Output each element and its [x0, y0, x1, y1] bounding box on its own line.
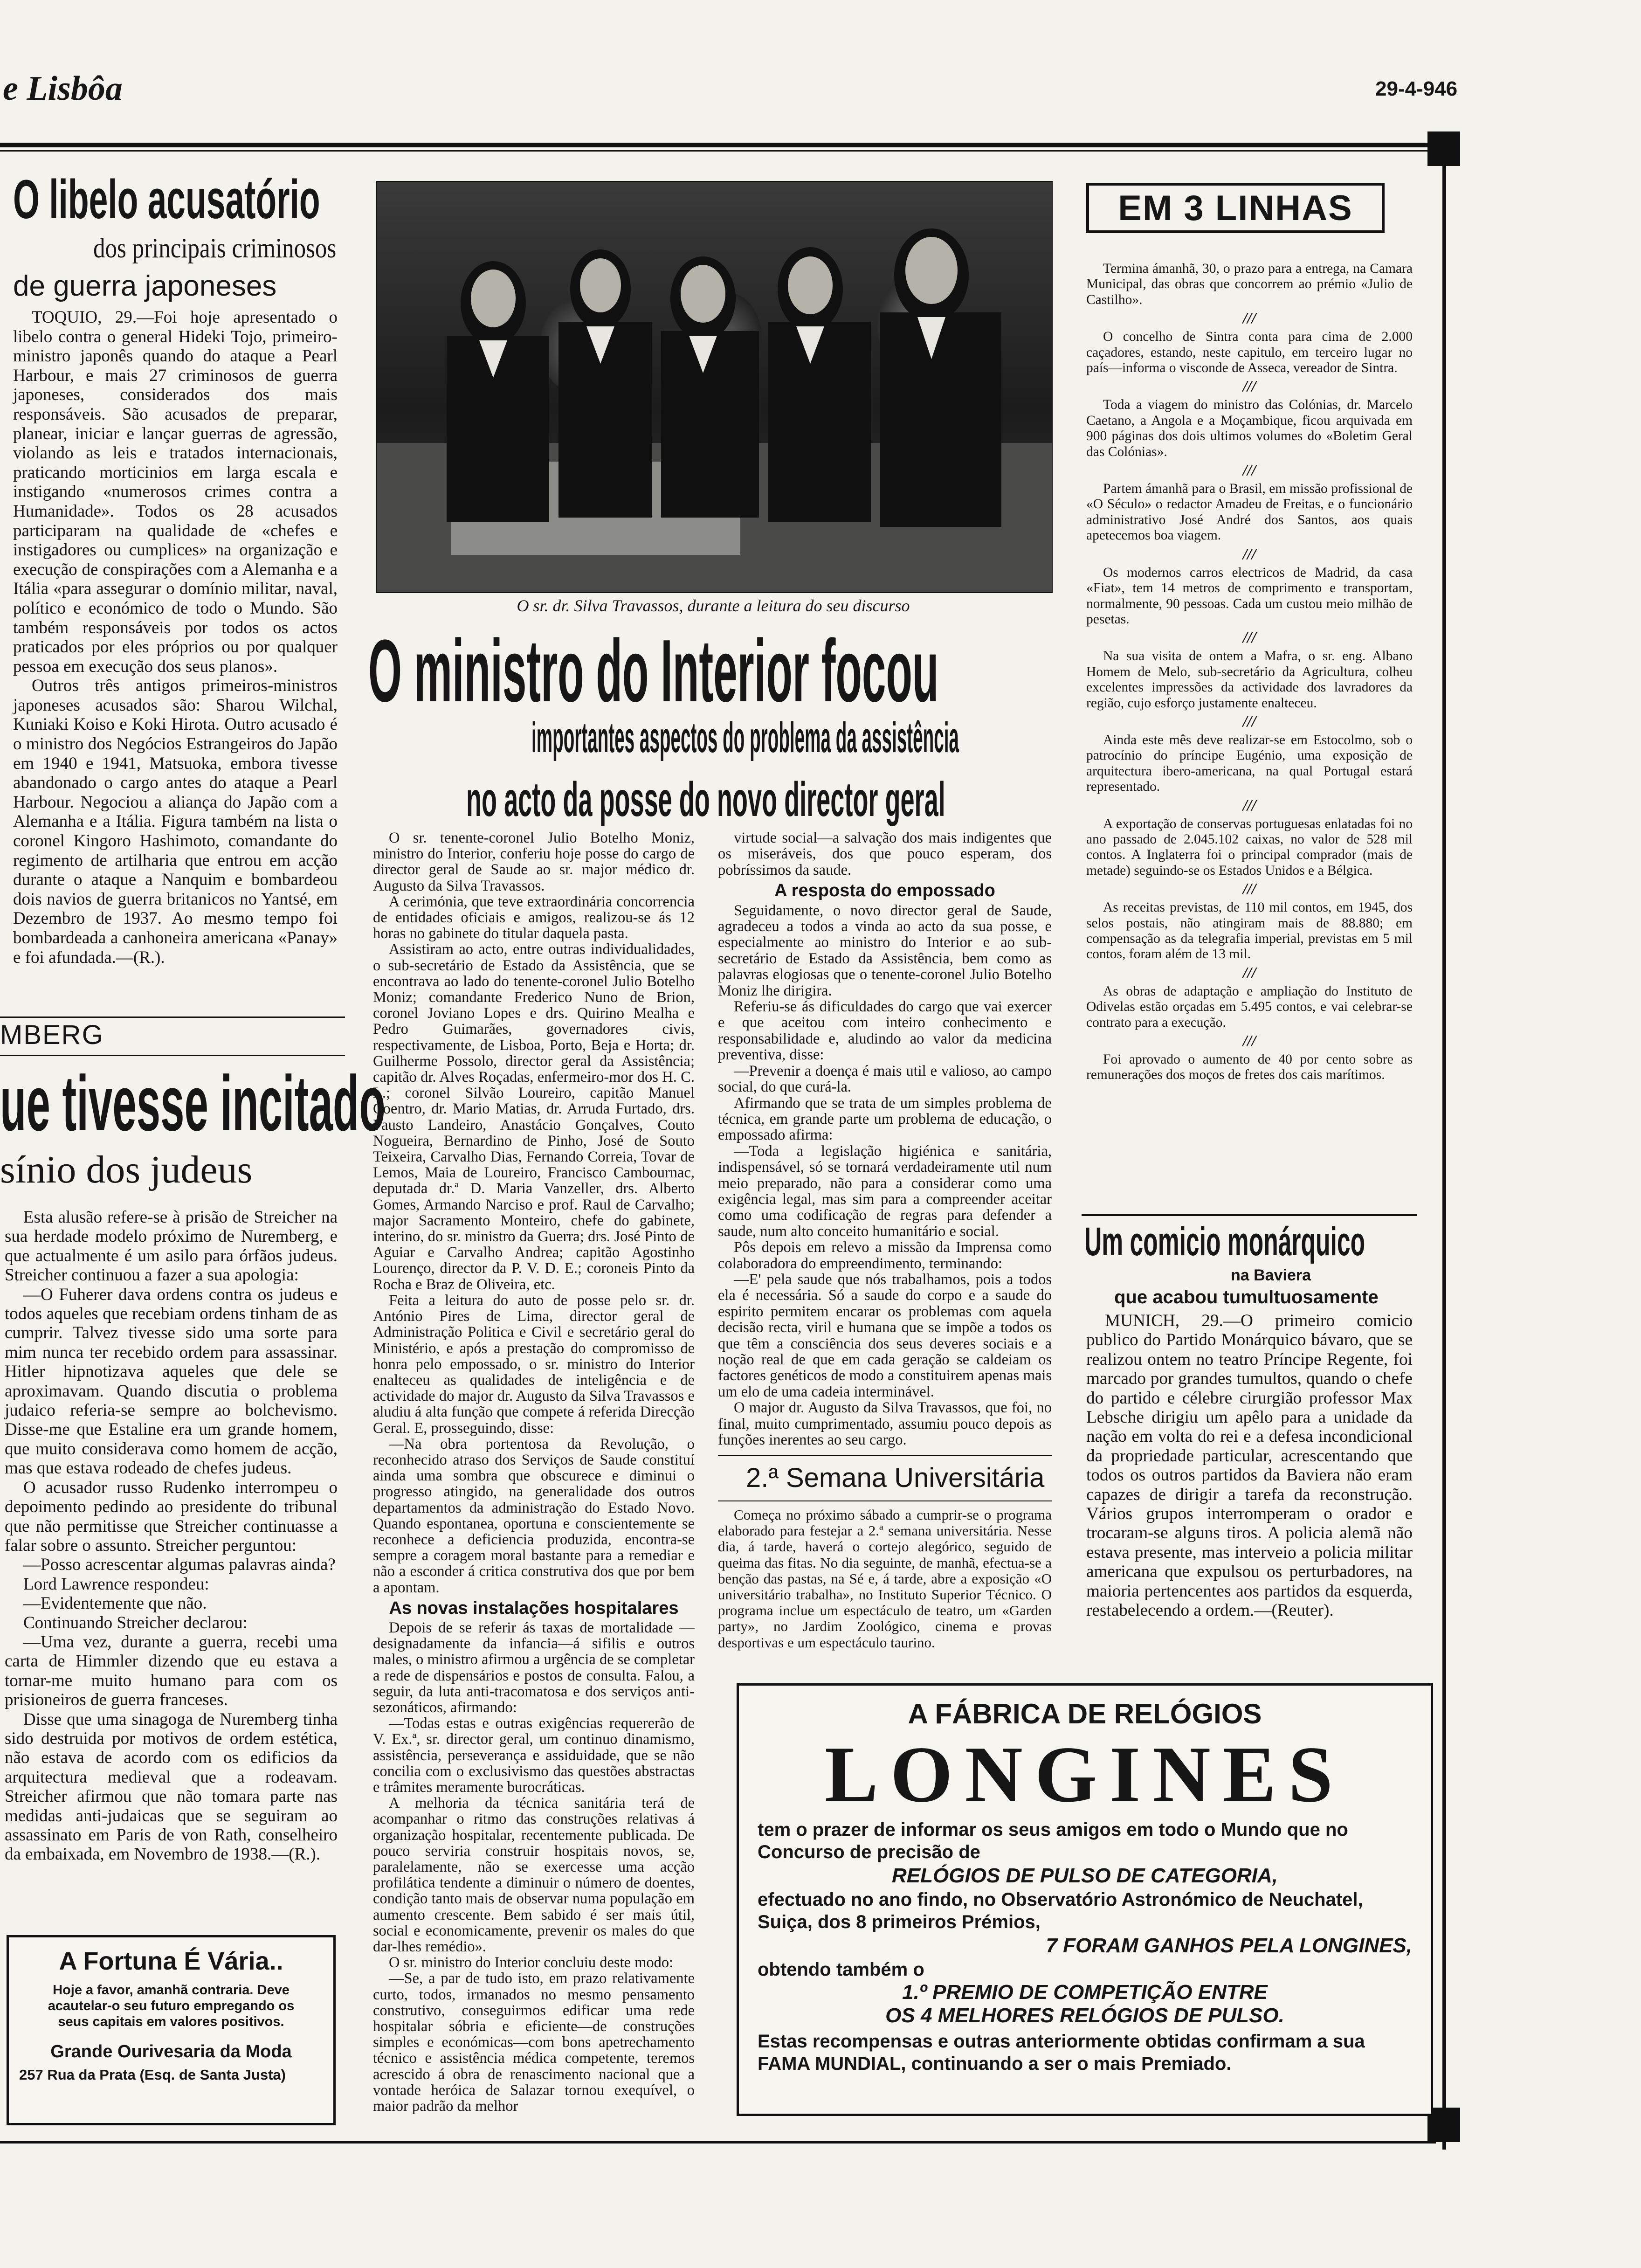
fortuna-ad-text: Hoje a favor, amanhã contraria. Deve acautelar-o seu futuro empregando os seus capitais em valores positivos.: [48, 1983, 295, 2029]
longines-line-1: tem o prazer de informar os seus amigos em todo o Mundo que no Concurso de precisão de: [758, 1819, 1348, 1862]
nuremberg-paragraph: O acusador russo Rudenko interrompeu o depoimento pedindo ao presidente do tribunal que não permitisse que Streicher continuasse a falar sobre o assunto. Streicher perguntou:: [5, 1478, 338, 1555]
semana-title: 2.ª Semana Universitária: [746, 1463, 1045, 1493]
longines-line-6b: OS 4 MELHORES RELÓGIOS DE PULSO.: [885, 2004, 1284, 2027]
brief-item: A exportação de conservas portuguesas enlatadas foi no ano passado de 2.045.102 caixas, no valor de 528 mil contos. A Inglaterra foi o principal comprador (mais de metade) seguindo-se os Estados Unidos e a Bélgica.: [1086, 816, 1413, 878]
main-paragraph: —Se, a par de tudo isto, em prazo relativamente curto, todos, irmanados no mesmo pensamento construtivo, conseguirmos edificar uma rede hospitalar sóbria e eficiente—de construções simples e económicas—com bons apetrechamento técnico e assistência médica competente, teremos acrescido á obra de renascimento nacional que a vontade heróica de Salazar tornou exequível, o maior padrão da melhor: [373, 1970, 695, 2115]
fortuna-ad: [7, 1935, 336, 2125]
main-story-col2: [718, 830, 1052, 1448]
nuremberg-paragraph: —Evidentemente que não.: [23, 1594, 207, 1613]
nuremberg-paragraph: Continuando Streicher declarou:: [23, 1613, 248, 1632]
nuremberg-paragraph: Esta alusão refere-se à prisão de Streicher na sua herdade modelo próximo de Nuremberg, e que actualmente é um asilo para órfãos judeus. Streicher continuou a fazer a sua apologia:: [5, 1208, 338, 1285]
semana-text: Começa no próximo sábado a cumprir-se o programa elaborado para festejar a 2.ª semana universitária. Nesse dia, á tarde, haverá o cortejo alegórico, seguido de queima das fitas. No dia seguinte, de manhã, efectua-se a benção das pastas, na Sé e, á tarde, abre a exposição «O universitário trabalha», no Instituto Superior Técnico. O programa inclue um espectáculo de teatro, um «Garden party», no Jardim Zoológico, cinema e provas desportivas e um espectáculo taurino.: [718, 1507, 1052, 1651]
longines-line-3: efectuado no ano findo, no Observatório Astronómico de Neuchatel, Suiça, dos 8 primeiros Prémios,: [758, 1889, 1363, 1932]
main-subhead-1: importantes aspectos do problema da assistência: [531, 714, 959, 761]
brief-item: Na sua visita de ontem a Mafra, o sr. eng. Albano Homem de Melo, sub-secretário da Agricultura, colheu excelentes impressões da actividade dos lavradores da região, cujo esforço justamente enalteceu.: [1086, 649, 1413, 711]
longines-line-6a: 1.º PREMIO DE COMPETIÇÃO ENTRE: [902, 1981, 1268, 2004]
photo-caption: O sr. dr. Silva Travassos, durante a leitura do seu discurso: [517, 596, 910, 615]
brief-item: Ainda este mês deve realizar-se em Estocolmo, sob o patrocínio do príncipe Eugénio, uma exposição de arquitectura ibero-americana, na qual Portugal estará representado.: [1086, 732, 1413, 795]
news-photo: [376, 181, 1053, 593]
page-date: 29-4-946: [1375, 77, 1458, 100]
nuremberg-body: [5, 1208, 338, 1864]
main-paragraph: Afirmando que se trata de um simples problema de técnica, em grande parte um problema de educação, o empossado afirma:: [718, 1094, 1052, 1144]
brief-item: Toda a viagem do ministro das Colónias, dr. Marcelo Caetano, a Angola e a Moçambique, ficou arquivada em 900 páginas dos dois ultimos volumes do «Boletim Geral das Colónias».: [1086, 397, 1413, 459]
header-rule-thin: [0, 150, 1436, 152]
comicio-rule: [1082, 1214, 1417, 1216]
main-story-col1: [373, 830, 695, 2114]
brief-item: Partem ámanhã para o Brasil, em missão profissional de «O Século» o redactor Amadeu de Freitas, e o funcionário administrativo José André dos Santos, aos quais apetecemos boa viagem.: [1086, 481, 1413, 543]
brief-separator: ///: [1242, 378, 1256, 395]
comicio-subtitle-2: que acabou tumultuosamente: [1114, 1287, 1379, 1307]
nuremberg-kicker: MBERG: [0, 1020, 104, 1050]
nuremberg-paragraph: Lord Lawrence respondeu:: [23, 1574, 209, 1594]
main-paragraph: Feita a leitura do auto de posse pelo sr. dr. António Pires de Lima, director geral de Administração Politica e Civil e secretário geral do Ministério, e após a prestação do compromisso de honra pelo empossado, o sr. ministro do Interior enalteceu as qualidades de inteligência e de actividade do major dr. Augusto da Silva Travassos e aludiu á alta função que compete á referida Direcção Geral. E, prosseguindo, disse:: [373, 1292, 695, 1437]
brief-separator: ///: [1242, 880, 1256, 898]
main-paragraph: O sr. tenente-coronel Julio Botelho Moniz, ministro do Interior, conferiu hoje posse do cargo de director geral de Saude ao sr. major médico dr. Augusto da Silva Travassos.: [373, 830, 695, 894]
libelo-body: [13, 308, 338, 967]
main-paragraph: Pôs depois em relevo a missão da Imprensa como colaboradora do empreendimento, terminando:: [718, 1239, 1052, 1272]
libelo-paragraph: TOQUIO, 29.—Foi hoje apresentado o libelo contra o general Hideki Tojo, primeiro-ministro japonês quando do ataque a Pearl Harbour, e mais 27 criminosos de guerra japoneses, considerados dos mais responsáveis. São acusados de preparar, planear, iniciar e lançar guerras de agressão, violando as leis e tratados internacionais, praticando morticinios em larga escala e instigando «numerosos crimes contra a Humanidade». Todos os 28 acusados participaram na qualidade de «chefes e instigadores ou cumplices» na organização e execução de conspirações com a Alemanha e a Itália «para assegurar o domínio militar, naval, político e económico de todo o Mundo. São também responsáveis por todos os actos praticados por eles próprios ou por qualquer pessoa em execução dos seus planos».: [13, 308, 338, 676]
comicio-body: [1086, 1311, 1413, 1620]
brief-item: As obras de adaptação e ampliação do Instituto de Odivelas estão orçadas em 5.495 contos, e vai celebrar-se contrato para a execução.: [1086, 983, 1413, 1030]
kicker-rule: [0, 1055, 345, 1056]
brief-separator: ///: [1242, 796, 1256, 814]
main-paragraph: A cerimónia, que teve extraordinária concorrencia de entidades oficiais e amigos, realizou-se ás 12 horas no gabinete do titular daquela pasta.: [373, 893, 695, 942]
nuremberg-paragraph: —Uma vez, durante a guerra, recebi uma carta de Himmler dizendo que eu estava a tornar-me muito humano para com os prisioneiros de guerra franceses.: [5, 1632, 338, 1710]
main-paragraph: A melhoria da técnica sanitária terá de acompanhar o ritmo das construções relativas á organização hospitalar, recentemente publicada. De pouco serviria construir hospitais novos, se, paralelamente, não se exercesse uma acção profilática tendente a diminuir o número de doentes, condição tanto mais de observar numa população em aumento crescente. Bem sabido é ser mais útil, social e economicamente, prevenir os males do que dar-lhes remédio».: [373, 1795, 695, 1956]
nuremberg-paragraph: Disse que uma sinagoga de Nuremberg tinha sido destruida por motivos de ordem estética, não estava de acordo com os edificios da arquitectura medieval que a rodeavam. Streicher afirmou que não tomara parte nas medidas anti-judaicas que se seguiram ao assassinato em Paris de von Rath, conselheiro da embaixada, em Novembro de 1938.—(R.).: [5, 1709, 338, 1864]
libelo-subtitle-1: dos principais criminosos: [93, 233, 337, 263]
header-rule: [0, 143, 1436, 147]
main-paragraph: O major dr. Augusto da Silva Travassos, que foi, no final, muito cumprimentado, assumiu pouco depois as funções inerentes ao seu cargo.: [718, 1399, 1052, 1449]
brief-item: O concelho de Sintra conta para cima de 2.000 caçadores, estando, neste capitulo, em terceiro lugar no país—informa o visconde de Asseca, vereador de Sintra.: [1086, 329, 1413, 376]
nuremberg-title: ue tivesse incitado: [0, 1059, 386, 1147]
longines-line-2: RELÓGIOS DE PULSO DE CATEGORIA,: [892, 1864, 1278, 1887]
main-headline: O ministro do Interior focou: [368, 622, 939, 720]
main-paragraph: —Toda a legislação higiénica e sanitária, indispensável, só se tornará verdadeiramente util num meio preparado, não para a considerar como uma exigência legal, mas sim para a compreender aceitar como uma codificação de regras para defender a saude, num alto conceito humanitário e social.: [718, 1142, 1052, 1240]
main-paragraph: Depois de se referir ás taxas de mortalidade —designadamente da infancia—á sifilis e outros males, o ministro afirmou a urgência de se completar a rede de dispensários e postos de consulta. Falou, a seguir, da luta anti-tracomatosa e dos serviços anti-sezonáticos, afirmando:: [373, 1619, 695, 1716]
main-paragraph: virtude social—a salvação dos mais indigentes que os miseráveis, dos que pouco esperam, dos pobríssimos da saude.: [718, 830, 1052, 878]
brief-separator: ///: [1242, 310, 1256, 327]
nuremberg-subtitle: sínio dos judeus: [0, 1148, 253, 1191]
masthead-city-prefix: e: [3, 69, 18, 108]
main-crosshead-2: A resposta do empossado: [774, 881, 995, 901]
longines-brand: LONGINES: [824, 1730, 1345, 1819]
fortuna-ad-address: 257 Rua da Prata (Esq. de Santa Justa): [19, 2067, 286, 2083]
libelo-title: O libelo acusatório: [13, 169, 320, 230]
nuremberg-paragraph: —Posso acrescentar algumas palavras ainda?: [23, 1555, 336, 1575]
main-paragraph: —Na obra portentosa da Revolução, o reconhecido atraso dos Serviços de Saude constituí ainda uma sombra que obscurece e diminui o progresso atingido, na generalidade dos outros departamentos da administração do Estado Novo. Quando espontanea, oportuna e conscientemente se reconhece a deficiencia produzida, encontra-se sempre a coragem moral bastante para a remediar e não a esconder á critica construtiva dos que por bem a apontam.: [373, 1435, 695, 1596]
main-paragraph: —Todas estas e outras exigências requererão de V. Ex.ª, sr. director geral, um continuo dinamismo, assistência, perseverança e assiduidade, que se não concilia com o exclusivismo das questões abstractas e trâmites meramente burocráticas.: [373, 1715, 695, 1796]
longines-ad: [737, 1683, 1433, 2116]
longines-line-5: obtendo também o: [758, 1959, 924, 1980]
comicio-subtitle-1: na Baviera: [1231, 1266, 1311, 1284]
masthead-city: [3, 69, 123, 109]
semana-rule: [718, 1455, 1052, 1456]
main-paragraph: Assistiram ao acto, entre outras individualidades, o sub-secretário de Estado da Assistência, que se encontrava ao lado do tenente-coronel Julio Botelho Moniz; comandante Frederico Nuno de Brion, coronel Joviano Lopes e drs. Quirino Mealha e Pedro Guimarães, governadores civis, respectivamente, de Lisboa, Porto, Beja e Horta; dr. Guilherme Possolo, director geral da Assistência; capitão dr. Alves Roçadas, enfermeiro-mor dos H. C. L.; coronel Silvão Loureiro, capitão Manuel Coentro, dr. Mario Matias, dr. Arruda Furtado, drs. Fausto Landeiro, Anastácio Gonçalves, Couto Nogueira, Bernardino de Pinho, José de Souto Teixeira, Carvalho Dias, Fernando Correia, Tovar de Lemos, Maia de Loureiro, Francisco Cambournac, deputada dr.ª D. Maria Vanzeller, drs. Alberto Gomes, Armando Narciso e prof. Raul de Carvalho; major Sacramento Monteiro, chefe do gabinete, interino, do sr. ministro da Guerra; drs. José Pinto de Aguiar e Carvalho Andrea; capitão Agostinho Lourenço, director da P. V. D. E.; coroneis Pinto da Rocha e Braz de Oliveira, etc.: [373, 941, 695, 1293]
news-photo-figures: [377, 182, 1052, 592]
brief-separator: ///: [1242, 462, 1256, 479]
libelo-subtitle-2: de guerra japoneses: [13, 270, 277, 302]
longines-line-4: 7 FORAM GANHOS PELA LONGINES,: [1046, 1934, 1412, 1957]
comicio-title: Um comicio monárquico: [1084, 1219, 1365, 1264]
main-paragraph: Seguidamente, o novo director geral de Saude, agradeceu a todos a vinda ao acto da sua posse, e especialmente ao ministro do Interior e ao sub-secretário de Estado da Assistência, bem como as palavras elogiosas que o tenente-coronel Julio Botelho Moniz lhe dirigira.: [718, 902, 1052, 999]
brief-item: As receitas previstas, de 110 mil contos, em 1945, dos selos postais, não atingiram mais de 88.880; em compensação as da telegrafia imperial, previstas em 5 mil contos, foram além de 13 mil.: [1086, 900, 1413, 962]
main-paragraph: —E' pela saude que nós trabalhamos, pois a todos ela é necessária. Só a saude do corpo e a saude do espirito permitem encarar os problemas com aquela decisão recta, viril e humana que se impõe a todos os que têm a consciência dos seus deveres sociais e a noção real de que em cada geração se caldeiam os factores genéticos de modo a constituirem apenas mais um elo de uma cadeia interminável.: [718, 1271, 1052, 1400]
brief-separator: ///: [1242, 545, 1256, 563]
main-paragraph: O sr. ministro do Interior concluiu deste modo:: [389, 1954, 674, 1971]
brief-item: Os modernos carros electricos de Madrid, da casa «Fiat», tem 14 metros de comprimento e transportam, normalmente, 90 pessoas. Cada um custou meio milhão de pesetas.: [1086, 565, 1413, 627]
brief-separator: ///: [1242, 712, 1256, 730]
longines-top: A FÁBRICA DE RELÓGIOS: [908, 1698, 1262, 1729]
comicio-text: MUNICH, 29.—O primeiro comicio publico do Partido Monárquico bávaro, que se realizou ontem no teatro Príncipe Regente, foi marcado por grandes tumultos, quando o chefe do partido e célebre cirurgião professor Max Lebsche dirigiu um apêlo para a unidade da nação em volta do rei e a defesa incondicional da propriedade particular, acrescentando que todos os outros partidos da Baviera não eram capazes de dirigir a tarefa da reconstrução. Vários grupos interromperam o orador e trocaram-se alguns tiros. A policia alemã não estava presente, mas interveio a policia militar americana que expulsou os perturbadores, na maioria pertencentes aos partidos da esquerda, restabelecendo a ordem.—(Reuter).: [1086, 1311, 1413, 1620]
main-paragraph: —Prevenir a doença é mais util e valioso, ao campo social, do que curá-la.: [718, 1062, 1052, 1096]
nuremberg-paragraph: —O Fuherer dava ordens contra os judeus e todos aqueles que recebiam ordens tinham de as cumprir. Talvez tivesse sido uma sorte para mim nunca ter recebido ordem para assassinar. Hitler hipnotizava aqueles que dele se aproximavam. Quando discutia o problema judaico referia-se sempre ao bolchevismo. Disse-me que Estaline era um grande homem, que muito considerava como homem de acção, mas que estava rodeado de chefes judeus.: [5, 1285, 338, 1478]
libelo-paragraph: Outros três antigos primeiros-ministros japoneses acusados são: Sharou Wilchal, Kuniaki Koiso e Koki Hirota. Outro acusado é o ministro dos Negócios Estrangeiros do Japão em 1940 e 1941, Matsuoka, embora tivesse abandonado o cargo antes do ataque a Pearl Harbour. Negociou a aliança do Japão com a Alemanha e a Itália. Figura também na lista o coronel Kingoro Hashimoto, comandante do regimento de artilharia que entrou em acção durante o ataque a Nanquim e bombardeou dois navios de guerra britanicos no Yantsé, em Dezembro de 1937. Ao mesmo tempo foi bombardeada a canhoneira americana «Panay» e foi afundada.—(R.).: [13, 676, 338, 967]
bottom-rule: [0, 2141, 1436, 2144]
briefs-list: [1086, 261, 1413, 1083]
fortuna-ad-shop: Grande Ourivesaria da Moda: [50, 2042, 292, 2061]
semana-body: [718, 1507, 1052, 1651]
brief-separator: ///: [1242, 964, 1256, 982]
right-edge-line: [1442, 149, 1446, 2150]
semana-rule-2: [718, 1500, 1052, 1501]
brief-item: Termina ámanhã, 30, o prazo para a entrega, na Camara Municipal, das obras que concorrem ao prémio «Julio de Castilho».: [1086, 261, 1413, 307]
main-paragraph: Referiu-se ás dificuldades do cargo que vai exercer e que aceitou com inteiro conhecimento e responsabilidade e, aludindo ao valor da medicina preventiva, disse:: [718, 998, 1052, 1064]
masthead-city-name: Lisbôa: [27, 69, 123, 108]
main-crosshead-1: As novas instalações hospitalares: [389, 1598, 679, 1618]
briefs-title: EM 3 LINHAS: [1118, 188, 1353, 228]
fortuna-ad-title: A Fortuna É Vária..: [59, 1947, 283, 1975]
main-subhead-2: no acto da posse do novo director geral: [466, 773, 945, 827]
briefs-title-box: [1086, 183, 1385, 233]
longines-line-7: Estas recompensas e outras anteriormente obtidas confirmam a sua FAMA MUNDIAL, continuando a ser o mais Premiado.: [758, 2031, 1365, 2074]
brief-separator: ///: [1242, 629, 1256, 647]
brief-item: Foi aprovado o aumento de 40 por cento sobre as remunerações dos moços de fretes dos cais marítimos.: [1086, 1052, 1413, 1083]
brief-separator: ///: [1242, 1032, 1256, 1050]
left-divider: [0, 1016, 345, 1018]
